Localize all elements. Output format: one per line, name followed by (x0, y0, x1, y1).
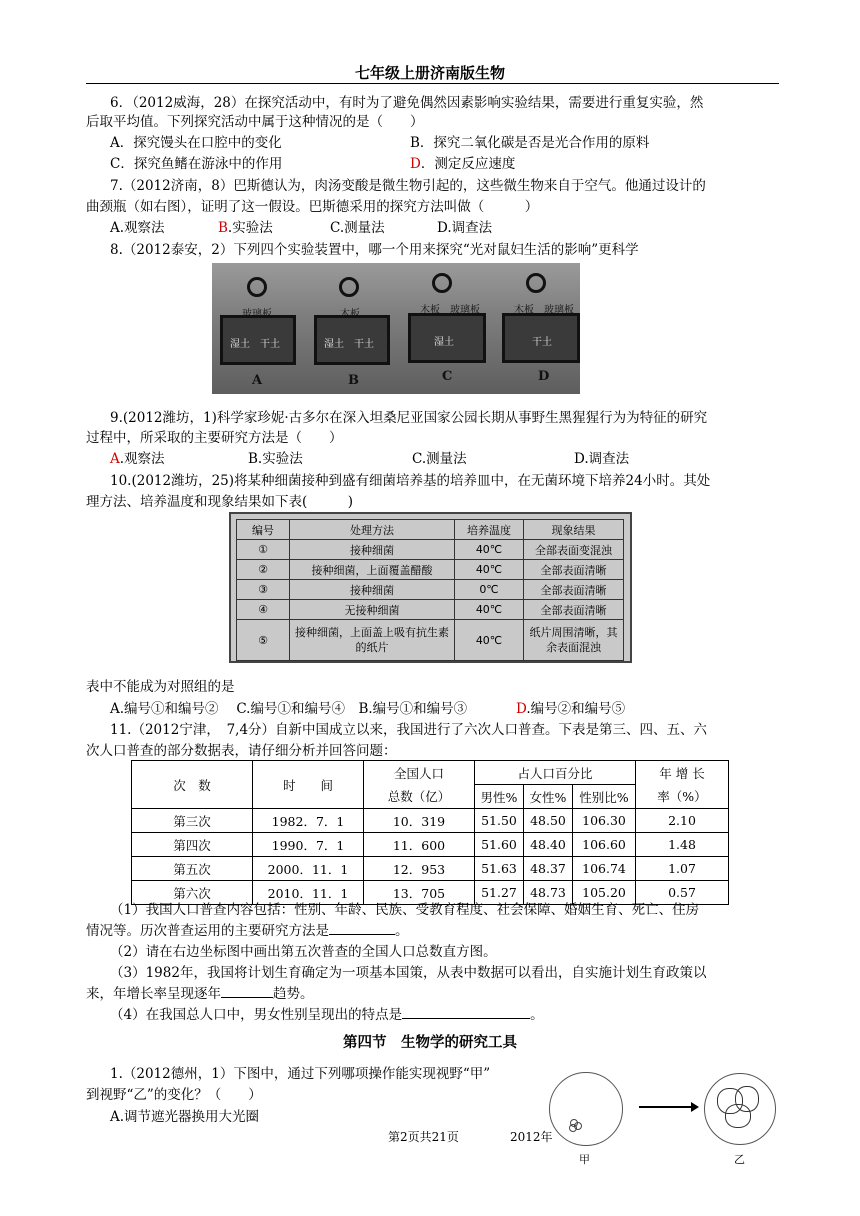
q11-sub4 (110, 1003, 544, 1023)
census-table (131, 760, 729, 905)
table-header: 率（%） (636, 785, 729, 809)
header-rule (86, 83, 779, 84)
table-header: 培养温度 (455, 520, 524, 540)
table-cell: 0.57 (636, 881, 729, 905)
q7-option-c: C.测量法 (330, 220, 385, 236)
cell-icon (569, 1124, 577, 1132)
table-cell: 全部表面清晰 (524, 600, 624, 620)
q10-line1: 10.(2012潍坊，25)将某种细菌接种到盛有细菌培养基的培养皿中，在无菌环境下培养24小时。其处 (110, 473, 711, 489)
table-cell: 105.20 (573, 881, 636, 905)
q11-sub1-line2 (86, 919, 409, 939)
q11-sub1-text: 情况等。历次普查运用的主要研究方法是 (86, 923, 329, 939)
table-cell: 纸片周围清晰，其余表面混浊 (524, 620, 624, 661)
table-cell: 40℃ (455, 620, 524, 661)
q11-line1: 11.（2012宁津， 7,4分）自新中国成立以来，我国进行了六次人口普查。下表是第三、四、五、六 (110, 722, 708, 738)
table-row (132, 857, 729, 881)
light-icon (432, 273, 452, 293)
setup-d-caption: D (538, 369, 550, 384)
q9-option-b: B.实验法 (248, 451, 303, 467)
q8-apparatus-photo (212, 263, 580, 394)
q11-sub1-end: 。 (395, 923, 409, 939)
table-cell: 2.10 (636, 809, 729, 833)
setup-c-soil-label: 湿土 (434, 337, 454, 348)
q8-line1: 8.（2012泰安，2）下列四个实验装置中，哪一个用来探究“光对鼠妇生活的影响”更科学 (110, 242, 639, 258)
q11-sub2: （2）请在右边坐标图中画出第五次普查的全国人口总数直方图。 (110, 944, 497, 960)
q10-answer-letter: D (516, 701, 527, 717)
table-cell: 51.50 (475, 809, 524, 833)
table-row (237, 560, 624, 580)
q6-line1: 6．（2012威海，28）在探究活动中，有时为了避免偶然因素影响实验结果，需要进行重复实验，然 (110, 95, 704, 111)
table-cell: 10．319 (364, 809, 475, 833)
table-cell: 48.37 (524, 857, 573, 881)
table-cell: 51.60 (475, 833, 524, 857)
q9-line1: 9.(2012潍坊，1)科学家珍妮·古多尔在深入坦桑尼亚国家公园长期从事野生黑猩猩行为为特征的研究 (110, 410, 708, 426)
q11-sub3-text: 来，年增长率呈现逐年 (86, 986, 221, 1002)
q9-answer-letter: A (110, 451, 120, 467)
answer-blank[interactable] (402, 1006, 530, 1019)
q7-option-b (218, 216, 273, 236)
q9-option-d: D.调查法 (574, 451, 630, 467)
q7-answer-letter: B (218, 220, 228, 236)
table-cell: 接种细菌 (290, 540, 455, 560)
field-jia-label: 甲 (579, 1153, 590, 1166)
table-cell: 106.74 (573, 857, 636, 881)
table-cell: 2000．11．1 (253, 857, 364, 881)
setup-a-top-label: 玻璃板 (242, 309, 272, 320)
field-yi-circle (704, 1073, 776, 1145)
q6-option-d (410, 152, 515, 172)
q10-line2: 理方法、培养温度和现象结果如下表( ) (86, 494, 354, 510)
q7-option-a: A.观察法 (110, 220, 165, 236)
table-cell: 第四次 (132, 833, 253, 857)
q6-option-c: C．探究鱼鳍在游泳中的作用 (110, 156, 283, 172)
table-header: 女性% (524, 785, 573, 809)
table-cell: 40℃ (455, 600, 524, 620)
q9-line2: 过程中，所采取的主要研究方法是（ ） (86, 430, 343, 446)
q6-line2: 后取平均值。下列探究活动中属于这种情况的是（ ） (86, 114, 424, 130)
light-icon (339, 277, 359, 297)
q6-option-a: A．探究馒头在口腔中的变化 (110, 135, 282, 151)
table-cell: 接种细菌，上面盖上吸有抗生素的纸片 (290, 620, 455, 661)
q6-option-b: B．探究二氧化碳是否是光合作用的原料 (410, 135, 650, 151)
setup-b-caption: B (348, 373, 359, 388)
q7-option-d: D.调查法 (437, 220, 493, 236)
table-header: 性别比% (573, 785, 636, 809)
table-cell: 1990．7．1 (253, 833, 364, 857)
table-cell: 全部表面清晰 (524, 580, 624, 600)
q10-line3: 表中不能成为对照组的是 (86, 679, 235, 695)
q9-option-c: C.测量法 (412, 451, 467, 467)
table-row (237, 580, 624, 600)
setup-c-top-label: 木板 玻璃板 (420, 305, 480, 316)
table-cell: 1.07 (636, 857, 729, 881)
table-cell: 48.50 (524, 809, 573, 833)
setup-d-soil-label: 干土 (532, 337, 552, 348)
table-header-row (237, 520, 624, 540)
q9-option-a-text: .观察法 (119, 451, 165, 467)
table-cell: 接种细菌 (290, 580, 455, 600)
q11-sub3-end: 趋势。 (273, 986, 314, 1002)
table-row (237, 540, 624, 560)
q7-option-b-text: .实验法 (227, 220, 273, 236)
q7-line1: 7.（2012济南，8）巴斯德认为，肉汤变酸是微生物引起的，这些微生物来自于空气。他通过设计的 (110, 178, 706, 194)
table-header: 年 增 长 (636, 761, 729, 785)
q6-option-d-text: ．测定反应速度 (420, 156, 516, 172)
table-cell: ② (237, 560, 290, 580)
field-jia-circle (549, 1072, 623, 1146)
setup-b-soil-label: 湿土 干土 (324, 339, 374, 350)
table-header: 占人口百分比 (475, 761, 636, 785)
table-cell: 第六次 (132, 881, 253, 905)
setup-a-soil-label: 湿土 干土 (230, 339, 280, 350)
table-header: 现象结果 (524, 520, 624, 540)
table-cell: 无接种细菌 (290, 600, 455, 620)
table-cell: 11．600 (364, 833, 475, 857)
q9-option-a (110, 447, 165, 467)
footer-year: 2012年 (510, 1130, 553, 1144)
table-header-row (132, 761, 729, 785)
arrow-shaft (639, 1106, 695, 1108)
table-cell: 48.40 (524, 833, 573, 857)
q11-sub3-line1: （3）1982年，我国将计划生育确定为一项基本国策，从表中数据可以看出，自实施计划生育政策以 (110, 965, 707, 981)
table-cell: 51.63 (475, 857, 524, 881)
table-cell: ① (237, 540, 290, 560)
q7-line2: 曲颈瓶（如右图），证明了这一假设。巴斯德采用的探究方法叫做（ ） (86, 199, 539, 215)
table-cell: 106.30 (573, 809, 636, 833)
table-cell: ③ (237, 580, 290, 600)
light-icon (526, 273, 546, 293)
q6-answer-letter: D (410, 156, 421, 172)
table-cell: 全部表面变混浊 (524, 540, 624, 560)
light-icon (247, 277, 267, 297)
table-header: 编号 (237, 520, 290, 540)
table-header: 处理方法 (290, 520, 455, 540)
table-cell: 全部表面清晰 (524, 560, 624, 580)
table-cell: 12．953 (364, 857, 475, 881)
table-cell: ④ (237, 600, 290, 620)
s4q1-line2: 到视野“乙”的变化？（ ） (86, 1087, 262, 1103)
table-cell: 第五次 (132, 857, 253, 881)
table-cell: 106.60 (573, 833, 636, 857)
table-cell: 1.48 (636, 833, 729, 857)
table-header: 男性% (475, 785, 524, 809)
q11-line2: 次人口普查的部分数据表，请仔细分析并回答问题： (86, 743, 397, 759)
q11-sub3-line2 (86, 982, 314, 1002)
table-row (132, 809, 729, 833)
q11-sub4-end: 。 (530, 1007, 544, 1023)
setup-d-top-label: 木板 玻璃板 (514, 305, 574, 316)
table-header: 总数（亿） (364, 785, 475, 809)
answer-blank[interactable] (221, 985, 273, 998)
table-cell: ⑤ (237, 620, 290, 661)
field-yi-label: 乙 (734, 1153, 745, 1166)
table-cell: 1982．7．1 (253, 809, 364, 833)
table-row (237, 620, 624, 661)
table-cell: 51.27 (475, 881, 524, 905)
setup-b-top-label: 木板 (340, 309, 360, 320)
setup-a-caption: A (252, 373, 263, 388)
table-cell: 0℃ (455, 580, 524, 600)
table-cell: 第三次 (132, 809, 253, 833)
setup-c-caption: C (442, 369, 453, 384)
table-cell: 接种细菌，上面覆盖醋酸 (290, 560, 455, 580)
table-cell: 40℃ (455, 560, 524, 580)
q10-option-d (516, 697, 625, 717)
table-row (237, 600, 624, 620)
table-cell: 40℃ (455, 540, 524, 560)
q11-sub1-line1: （1）我国人口普查内容包括：性别、年龄、民族、受教育程度、社会保障、婚姻生育、死亡、住房 (110, 902, 700, 918)
section-title: 第四节 生物学的研究工具 (343, 1034, 517, 1051)
q11-sub4-text: （4）在我国总人口中，男女性别呈现出的特点是 (110, 1007, 403, 1023)
cell-icon (725, 1104, 751, 1128)
q10-options: A.编号①和编号② C.编号①和编号④ B.编号①和编号③ (110, 701, 468, 717)
table-cell: 13．705 (364, 881, 475, 905)
s4q1-option-a: A.调节遮光器换用大光圈 (110, 1109, 260, 1125)
table-row (132, 833, 729, 857)
page-number: 第2页共21页 (388, 1130, 459, 1144)
table-cell: 48.73 (524, 881, 573, 905)
table-header: 时 间 (253, 761, 364, 809)
table-header: 次 数 (132, 761, 253, 809)
table-header: 全国人口 (364, 761, 475, 785)
q10-table (236, 519, 624, 661)
table-cell: 2010．11．1 (253, 881, 364, 905)
q10-option-d-text: .编号②和编号⑤ (526, 701, 626, 717)
s4q1-line1: 1.（2012德州，1）下图中，通过下列哪项操作能实现视野“甲” (110, 1066, 491, 1082)
page-header: 七年级上册济南版生物 (354, 64, 505, 82)
answer-blank[interactable] (329, 922, 395, 935)
arrow-right-icon (691, 1102, 699, 1112)
